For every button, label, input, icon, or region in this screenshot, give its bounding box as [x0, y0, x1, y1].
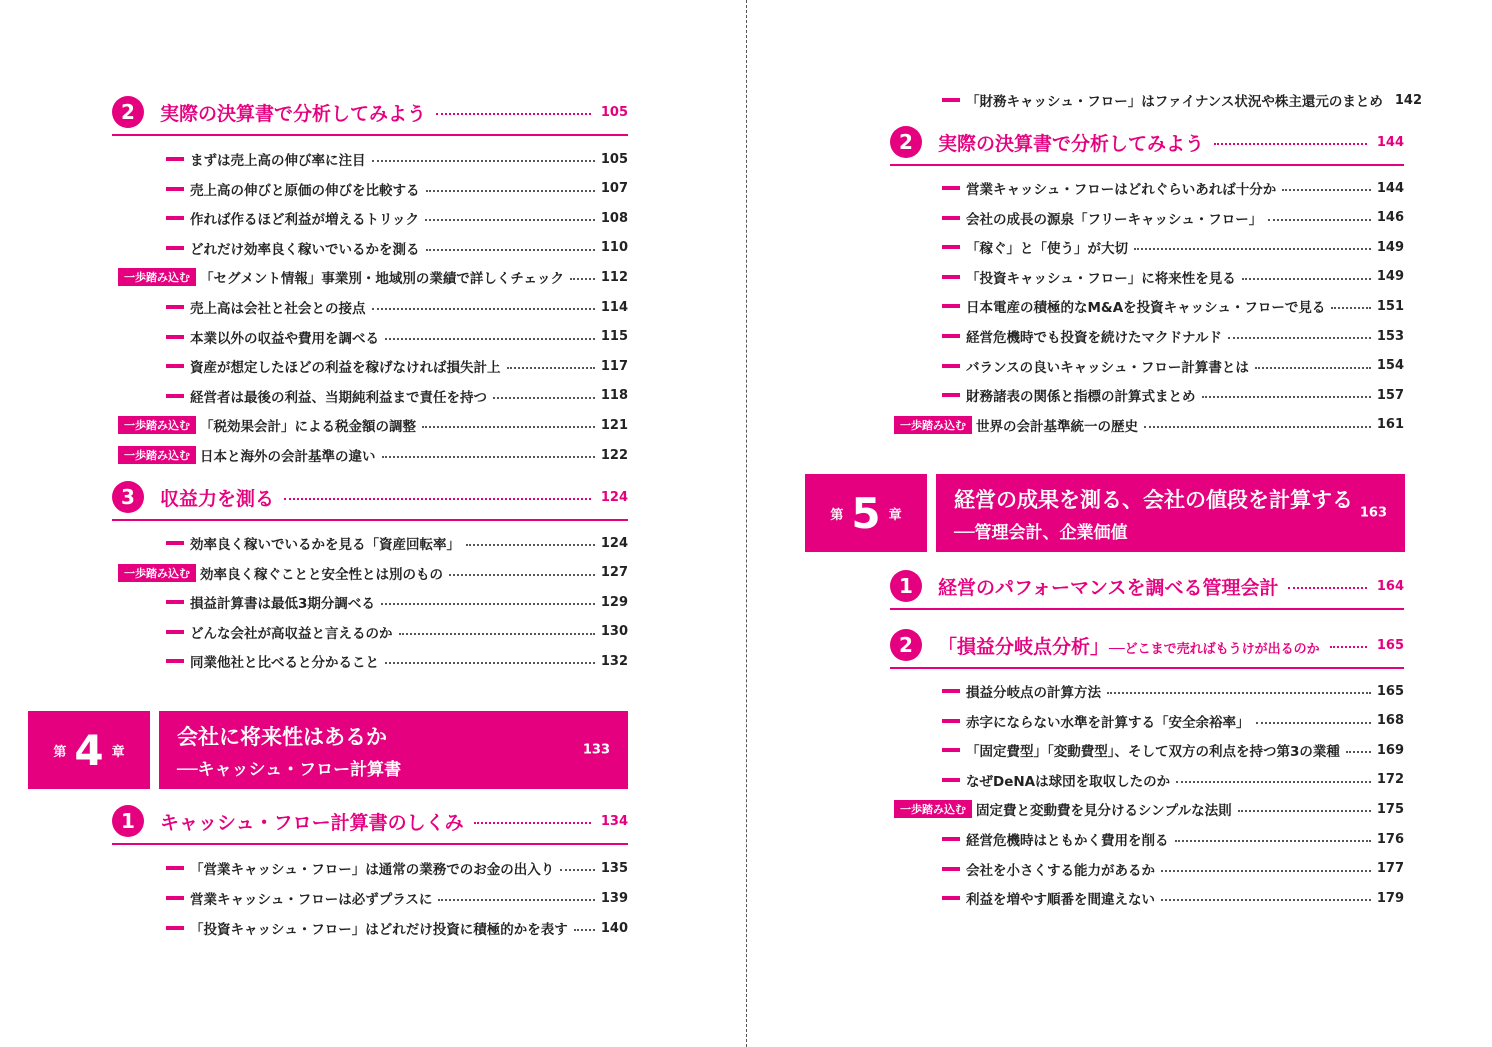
entry-title: 効率良く稼ぐことと安全性とは別のもの: [200, 566, 443, 583]
entry-page-number: 149: [1376, 269, 1404, 285]
chapter-number-box: [805, 474, 927, 552]
section-number: 1: [890, 570, 922, 602]
entry-page-number: 124: [600, 535, 628, 551]
leader-dots: [426, 249, 595, 251]
section-title-sub: ──どこまで売ればもうけが出るのか: [1109, 641, 1320, 657]
entry-page-number: 157: [1376, 387, 1404, 403]
bullet-bar-icon: [166, 659, 184, 663]
entry-page-number: 117: [600, 358, 628, 374]
entry-title: バランスの良いキャッシュ・フロー計算書とは: [966, 359, 1249, 376]
bullet-bar-icon: [166, 187, 184, 191]
entry-title: 同業他社と比べると分かること: [190, 655, 379, 672]
leader-dots: [1268, 219, 1371, 221]
chapter-title-box[interactable]: [159, 711, 628, 789]
bullet-bar-icon: [166, 866, 184, 870]
section-page-number: 124: [600, 489, 628, 505]
ippo-fumikomu-badge: 一歩踏み込む: [118, 268, 196, 286]
entry-page-number: 107: [600, 181, 628, 197]
section-header[interactable]: [112, 481, 628, 521]
leader-dots: [426, 190, 595, 192]
section-title: [938, 129, 1204, 156]
leader-dots: [1161, 899, 1371, 901]
entry-page-number: 122: [600, 447, 628, 463]
bullet-bar-icon: [166, 926, 184, 930]
bullet-bar-icon: [942, 393, 960, 397]
leader-dots: [1134, 248, 1371, 250]
bullet-bar-icon: [942, 778, 960, 782]
leader-dots: [1288, 587, 1366, 589]
entry-title: 「財務キャッシュ・フロー」はファイナンス状況や株主還元のまとめ: [966, 94, 1383, 110]
bullet-bar-icon: [166, 600, 184, 604]
entry-title: 売上高の伸びと原価の伸びを比較する: [190, 182, 420, 199]
entry-page-number: 118: [600, 388, 628, 404]
toc-entry[interactable]: [942, 710, 1404, 732]
entry-title: 会社の成長の源泉「フリーキャッシュ・フロー」: [966, 211, 1263, 228]
leader-dots: [1176, 781, 1371, 783]
entry-page-number: 105: [600, 151, 628, 167]
entry-title: どれだけ効率良く稼いでいるかを測る: [190, 241, 420, 258]
section-title-text: 実際の決算書で分析してみよう: [160, 102, 427, 125]
leader-dots: [422, 426, 595, 428]
toc-entry[interactable]: [942, 266, 1404, 288]
bullet-bar-icon: [942, 334, 960, 338]
section-title: [160, 808, 464, 835]
leader-dots: [1161, 870, 1371, 872]
leader-dots: [1255, 367, 1371, 369]
chapter-prefix: 第: [830, 507, 844, 523]
toc-entry[interactable]: [166, 857, 628, 879]
entry-title: 経営危機時でも投資を続けたマクドナルド: [966, 330, 1222, 346]
section-header[interactable]: [112, 805, 628, 845]
chapter-number-box: [28, 711, 150, 789]
section-header[interactable]: [890, 570, 1404, 610]
section-title-text: 実際の決算書で分析してみよう: [938, 132, 1205, 155]
leader-dots: [385, 662, 595, 664]
entry-title: 会社を小さくする能力があるか: [966, 862, 1155, 879]
chapter-suffix: 章: [111, 744, 125, 760]
leader-dots: [399, 633, 595, 635]
toc-entry[interactable]: [166, 296, 628, 318]
toc-entry[interactable]: [166, 650, 628, 672]
section-title: [938, 573, 1278, 600]
leader-dots: [1214, 143, 1367, 145]
toc-entry[interactable]: [118, 414, 628, 436]
entry-title: 利益を増やす順番を間違えない: [966, 892, 1155, 909]
leader-dots: [560, 869, 595, 871]
toc-entry[interactable]: [894, 798, 1404, 820]
ippo-fumikomu-badge: 一歩踏み込む: [894, 416, 972, 434]
section-number: 3: [112, 481, 144, 513]
bullet-bar-icon: [166, 364, 184, 368]
toc-entry[interactable]: [166, 207, 628, 229]
section-number: 2: [112, 96, 144, 128]
bullet-bar-icon: [942, 837, 960, 841]
entry-page-number: 153: [1376, 328, 1404, 344]
entry-title: 「セグメント情報」事業別・地域別の業績で詳しくチェック: [200, 271, 564, 288]
entry-page-number: 139: [600, 890, 628, 906]
section-page-number: 165: [1376, 637, 1404, 653]
toc-entry[interactable]: [942, 355, 1404, 377]
leader-dots: [284, 498, 591, 500]
entry-page-number: 140: [600, 920, 628, 936]
bullet-bar-icon: [942, 216, 960, 220]
entry-title: 営業キャッシュ・フローは必ずプラスに: [190, 892, 433, 908]
chapter-suffix: 章: [888, 507, 902, 523]
leader-dots: [1238, 810, 1371, 812]
toc-entry[interactable]: [166, 621, 628, 643]
bullet-bar-icon: [942, 186, 960, 190]
section-page-number: 105: [600, 104, 628, 120]
toc-entry[interactable]: [166, 532, 628, 554]
toc-entry[interactable]: [166, 148, 628, 170]
entry-page-number: 114: [600, 299, 628, 315]
chapter-subtitle: ──管理会計、企業価値: [954, 523, 1128, 543]
bullet-bar-icon: [942, 748, 960, 752]
leader-dots: [1228, 337, 1371, 339]
entry-page-number: 154: [1376, 358, 1404, 374]
leader-dots: [574, 929, 595, 931]
toc-entry[interactable]: [118, 444, 628, 466]
entry-page-number: 127: [600, 565, 628, 581]
leader-dots: [1256, 722, 1371, 724]
toc-entry[interactable]: [942, 236, 1404, 258]
toc-entry[interactable]: [166, 385, 628, 407]
entry-title: 「稼ぐ」と「使う」が大切: [966, 241, 1128, 258]
section-title-text: 「損益分岐点分析」: [938, 635, 1110, 658]
toc-entry[interactable]: [942, 769, 1404, 791]
entry-title: どんな会社が高収益と言えるのか: [190, 625, 393, 642]
chapter-title: 経営の成果を測る、会社の値段を計算する: [954, 488, 1353, 512]
entry-page-number: 176: [1376, 831, 1404, 847]
leader-dots: [1107, 692, 1371, 694]
ippo-fumikomu-badge: 一歩踏み込む: [118, 564, 196, 582]
toc-entry[interactable]: [942, 680, 1404, 702]
leader-dots: [1202, 396, 1371, 398]
leader-dots: [570, 278, 595, 280]
entry-page-number: 169: [1376, 742, 1404, 758]
leader-dots: [372, 160, 595, 162]
toc-entry[interactable]: [166, 917, 628, 939]
entry-page-number: 135: [600, 860, 628, 876]
section-number: 2: [890, 629, 922, 661]
section-page-number: 134: [600, 813, 628, 829]
section-page-number: 164: [1376, 578, 1404, 594]
entry-page-number: 112: [600, 269, 628, 285]
entry-title: 世界の会計基準統一の歴史: [976, 418, 1138, 435]
leader-dots: [1242, 278, 1371, 280]
leader-dots: [438, 899, 595, 901]
entry-page-number: 175: [1376, 801, 1404, 817]
section-header[interactable]: [890, 629, 1404, 669]
toc-entry[interactable]: [942, 89, 1423, 111]
entry-page-number: 172: [1376, 772, 1404, 788]
ippo-fumikomu-badge: 一歩踏み込む: [118, 446, 196, 464]
leader-dots: [507, 367, 595, 369]
leader-dots: [449, 574, 595, 576]
toc-entry[interactable]: [942, 325, 1404, 347]
leader-dots: [385, 338, 595, 340]
toc-entry[interactable]: [942, 207, 1404, 229]
section-page-number: 144: [1376, 134, 1404, 150]
bullet-bar-icon: [166, 157, 184, 161]
entry-title: 損益分岐点の計算方法: [966, 685, 1101, 701]
entry-page-number: 161: [1376, 417, 1404, 433]
entry-title: 「税効果会計」による税金額の調整: [200, 419, 416, 436]
bullet-bar-icon: [942, 896, 960, 900]
toc-entry[interactable]: [166, 326, 628, 348]
section-number: 1: [112, 805, 144, 837]
toc-entry[interactable]: [942, 384, 1404, 406]
leader-dots: [436, 113, 591, 115]
entry-page-number: 168: [1376, 713, 1404, 729]
section-title: [160, 484, 274, 511]
ippo-fumikomu-badge: 一歩踏み込む: [118, 416, 196, 434]
leader-dots: [1175, 840, 1371, 842]
toc-entry[interactable]: [942, 887, 1404, 909]
entry-title: 「投資キャッシュ・フロー」に将来性を見る: [966, 270, 1236, 287]
entry-page-number: 130: [600, 624, 628, 640]
entry-page-number: 165: [1376, 683, 1404, 699]
bullet-bar-icon: [942, 245, 960, 249]
leader-dots: [474, 822, 591, 824]
bullet-bar-icon: [166, 305, 184, 309]
section-title-text: 収益力を測る: [160, 487, 275, 510]
leader-dots: [425, 219, 595, 221]
toc-entry[interactable]: [942, 828, 1404, 850]
leader-dots: [1282, 189, 1371, 191]
toc-entry[interactable]: [942, 295, 1404, 317]
chapter-title: 会社に将来性はあるか: [177, 725, 387, 749]
section-title: [160, 99, 426, 126]
entry-title: 「投資キャッシュ・フロー」はどれだけ投資に積極的かを表す: [190, 922, 568, 938]
entry-title: 営業キャッシュ・フローはどれぐらいあれば十分か: [966, 182, 1277, 198]
section-title-text: 経営のパフォーマンスを調べる管理会計: [938, 576, 1279, 599]
toc-entry[interactable]: [118, 562, 628, 584]
leader-dots: [1330, 646, 1367, 648]
bullet-bar-icon: [166, 630, 184, 634]
leader-dots: [1331, 307, 1370, 309]
leader-dots: [493, 397, 595, 399]
chapter-number: 4: [74, 725, 104, 775]
bullet-bar-icon: [942, 304, 960, 308]
bullet-bar-icon: [166, 335, 184, 339]
section-header[interactable]: [112, 96, 628, 136]
entry-title: 財務諸表の関係と指標の計算式まとめ: [966, 389, 1196, 406]
entry-title: 日本電産の積極的なM&Aを投資キャッシュ・フローで見る: [966, 300, 1326, 317]
chapter-title-box[interactable]: [936, 474, 1405, 552]
toc-entry[interactable]: [166, 355, 628, 377]
entry-page-number: 129: [600, 594, 628, 610]
bullet-bar-icon: [942, 364, 960, 368]
section-header[interactable]: [890, 126, 1404, 166]
chapter-number: 5: [851, 488, 881, 538]
bullet-bar-icon: [166, 246, 184, 250]
bullet-bar-icon: [942, 98, 960, 102]
chapter-prefix: 第: [53, 744, 67, 760]
entry-title: 本業以外の収益や費用を調べる: [190, 330, 379, 347]
bullet-bar-icon: [166, 541, 184, 545]
toc-entry[interactable]: [942, 858, 1404, 880]
toc-entry[interactable]: [894, 414, 1404, 436]
right-page: [746, 0, 1492, 1047]
toc-entry[interactable]: [118, 266, 628, 288]
leader-dots: [1144, 426, 1371, 428]
entry-title: 赤字にならない水準を計算する「安全余裕率」: [966, 714, 1250, 731]
entry-title: 作れば作るほど利益が増えるトリック: [190, 212, 419, 229]
leader-dots: [466, 544, 595, 546]
bullet-bar-icon: [166, 216, 184, 220]
leader-dots: [382, 456, 595, 458]
entry-title: まずは売上高の伸び率に注目: [190, 153, 366, 169]
ippo-fumikomu-badge: 一歩踏み込む: [894, 800, 972, 818]
bullet-bar-icon: [166, 896, 184, 900]
entry-title: 「営業キャッシュ・フロー」は通常の業務でのお金の出入り: [190, 862, 555, 878]
entry-page-number: 151: [1376, 298, 1404, 314]
leader-dots: [1346, 751, 1371, 753]
entry-title: 経営危機時はともかく費用を削る: [966, 833, 1169, 849]
entry-page-number: 132: [600, 653, 628, 669]
entry-page-number: 115: [600, 329, 628, 345]
entry-page-number: 149: [1376, 239, 1404, 255]
entry-page-number: 121: [600, 417, 628, 433]
entry-title: 経営者は最後の利益、当期純利益まで責任を持つ: [190, 389, 487, 406]
entry-page-number: 144: [1376, 180, 1404, 196]
toc-entry[interactable]: [166, 887, 628, 909]
entry-page-number: 110: [600, 240, 628, 256]
chapter-page-number: 163: [1359, 505, 1387, 521]
entry-title: 資産が想定したほどの利益を稼げなければ損失計上: [190, 360, 501, 377]
bullet-bar-icon: [942, 719, 960, 723]
entry-title: 日本と海外の会計基準の違い: [200, 449, 376, 465]
entry-page-number: 179: [1376, 890, 1404, 906]
entry-page-number: 177: [1376, 861, 1404, 877]
entry-title: 売上高は会社と社会との接点: [190, 301, 366, 317]
section-title: [938, 632, 1320, 659]
entry-title: 損益計算書は最低3期分調べる: [190, 596, 375, 613]
toc-entry[interactable]: [166, 178, 628, 200]
toc-entry[interactable]: [942, 177, 1404, 199]
chapter-page-number: 133: [582, 742, 610, 758]
entry-page-number: 108: [600, 210, 628, 226]
toc-entry[interactable]: [166, 237, 628, 259]
leader-dots: [381, 603, 595, 605]
toc-entry[interactable]: [166, 591, 628, 613]
section-number: 2: [890, 126, 922, 158]
entry-page-number: 142: [1394, 92, 1423, 108]
bullet-bar-icon: [942, 867, 960, 871]
entry-title: なぜDeNAは球団を取収したのか: [966, 773, 1171, 790]
bullet-bar-icon: [166, 394, 184, 398]
entry-title: 固定費と変動費を見分けるシンプルな法則: [976, 803, 1232, 820]
leader-dots: [372, 308, 595, 310]
bullet-bar-icon: [942, 275, 960, 279]
entry-title: 「固定費型」「変動費型」、そして双方の利点を持つ第3の業種: [966, 744, 1340, 761]
bullet-bar-icon: [942, 689, 960, 693]
section-title-text: キャッシュ・フロー計算書のしくみ: [160, 811, 464, 834]
chapter-subtitle: ──キャッシュ・フロー計算書: [177, 760, 402, 780]
entry-title: 効率良く稼いでいるかを見る「資産回転率」: [190, 537, 460, 553]
entry-page-number: 146: [1376, 210, 1404, 226]
toc-entry[interactable]: [942, 739, 1404, 761]
